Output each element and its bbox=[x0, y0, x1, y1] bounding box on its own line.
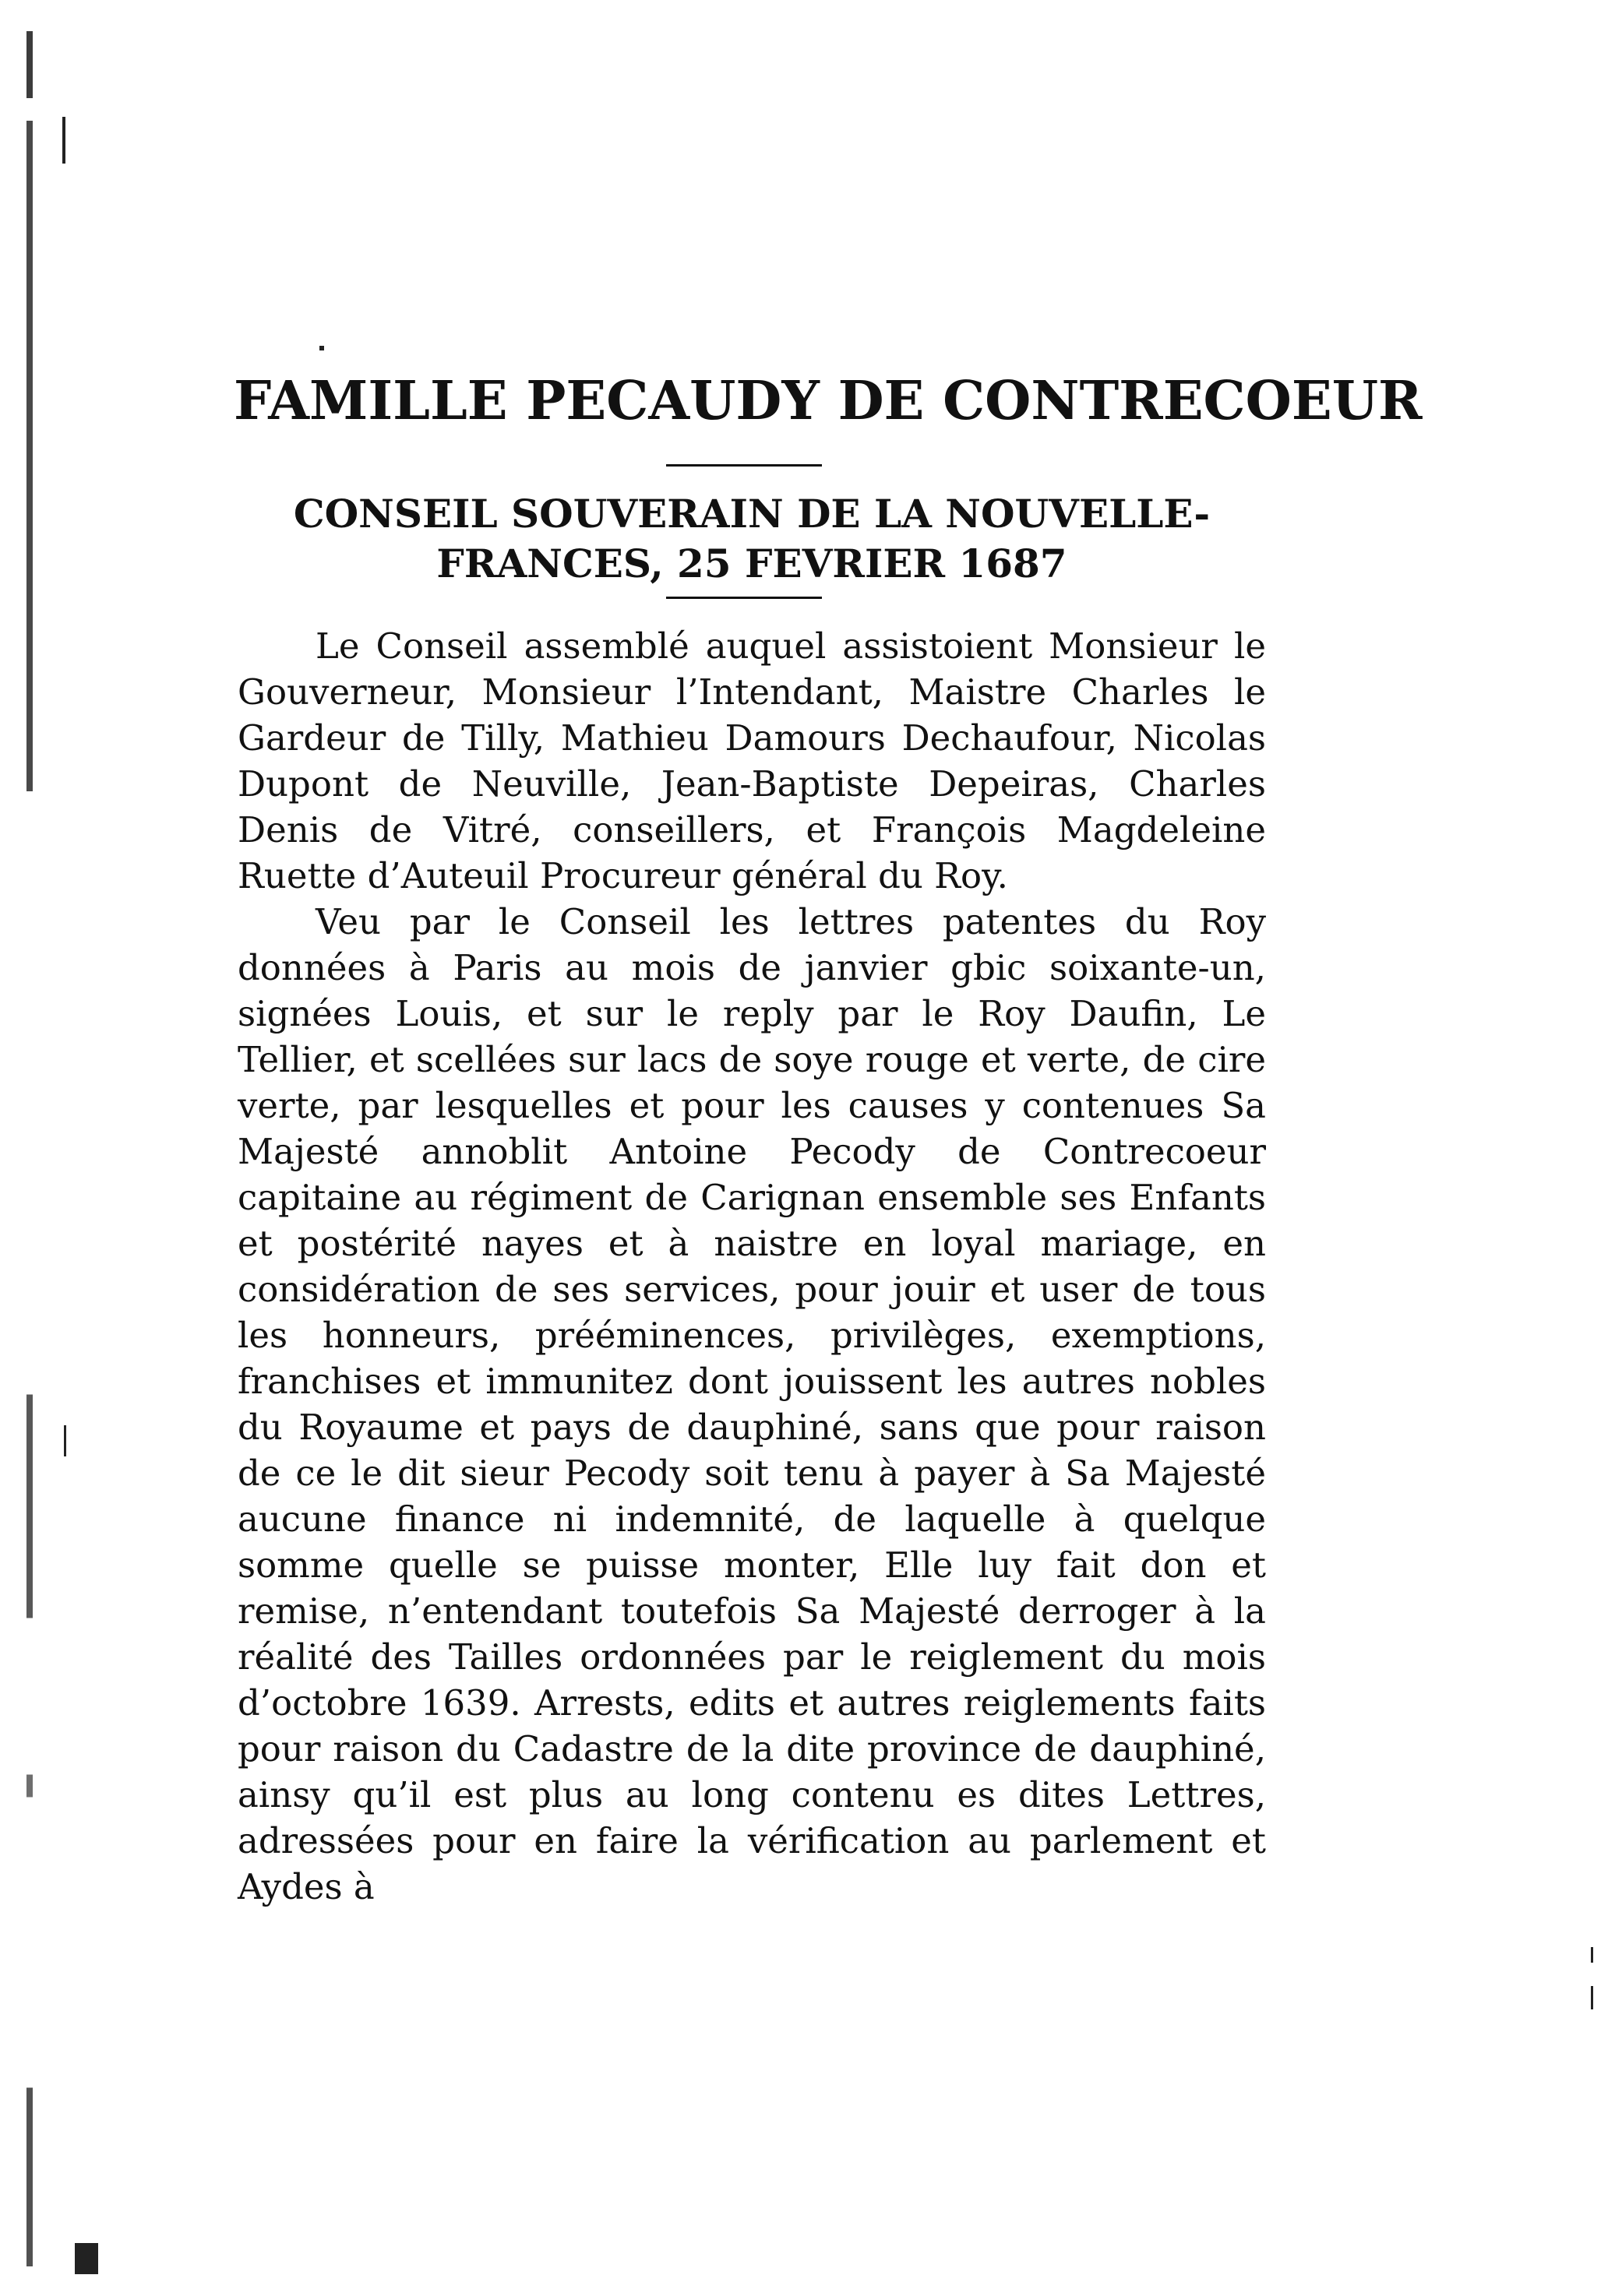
subtitle-divider bbox=[666, 597, 822, 599]
document-body bbox=[238, 623, 1266, 1910]
title-divider bbox=[666, 464, 822, 467]
binding-edge bbox=[26, 31, 33, 2266]
scan-speck bbox=[1591, 1947, 1593, 1963]
paragraph: Le Conseil assemblé auquel assistoient Monsieur le Gouverneur, Monsieur l’Intendant, Maistre Charles le Gardeur de Tilly, Mathieu Damours Dechaufour, Nicolas Dupont de Neuville, Jean-Baptiste Depeiras, Charles Denis de Vitré, conseillers, et François Magdeleine Ruette d’Auteuil Procureur général du Roy. bbox=[238, 625, 1266, 896]
page-title: FAMILLE PECAUDY DE CONTRECOEUR bbox=[234, 370, 1423, 432]
scan-speck bbox=[319, 346, 324, 350]
scan-speck bbox=[64, 1425, 66, 1456]
scan-speck bbox=[62, 117, 65, 164]
scan-speck bbox=[1591, 1986, 1593, 2009]
paragraph: Veu par le Conseil les lettres patentes du Roy données à Paris au mois de janvier gbic soixante-un, signées Louis, et sur le reply par le Roy Daufin, Le Tellier, et scellées sur lacs de soye rouge et verte, de cire verte, par lesquelles et pour les causes y contenues Sa Majesté annoblit Antoine Pecody de Contrecoeur capitaine au régiment de Carignan ensemble ses Enfants et postérité nayes et à naistre en loyal mariage, en considération de ses services, pour jouir et user de tous les honneurs, prééminences, privilèges, exemptions, franchises et immunitez dont jouissent les autres nobles du Royaume et pays de dauphiné, sans que pour raison de ce le dit sieur Pecody soit tenu à payer à Sa Majesté aucune finance ni indemnité, de laquelle à quelque somme quelle se puisse monter, Elle luy fait don et remise, n’entendant toutefois Sa Majesté derroger à la réalité des Tailles ordonnées par le reiglement du mois d’octobre 1639. Arrests, edits et autres reiglements faits pour raison du Cadastre de la dite province de dauphiné, ainsy qu’il est plus au long contenu es dites Lettres, adressées pour en faire la vérification au parlement et Aydes à bbox=[238, 901, 1266, 1907]
section-subtitle: CONSEIL SOUVERAIN DE LA NOUVELLE-FRANCES, 25 FEVRIER 1687 bbox=[293, 491, 1211, 586]
scan-speck bbox=[75, 2243, 98, 2274]
